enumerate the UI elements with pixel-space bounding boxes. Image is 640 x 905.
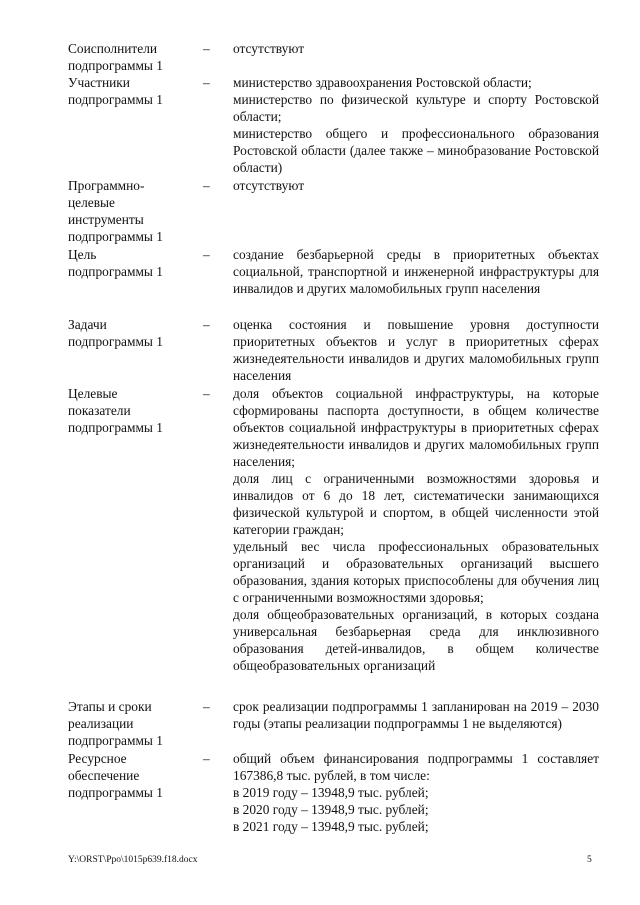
row-content xyxy=(233,177,599,194)
footer-file-path: Y:\ORST\Ppo\1015p639.f18.docx xyxy=(68,855,198,865)
row-paragraph: удельный вес числа профессиональных образовательных организаций и образовательных организаций высшего образования, здания которых приспособлены для обучения лиц с ограниченными возможностями здоровья; xyxy=(233,539,599,605)
row-label: Программно- целевые инструменты подпрограммы 1 xyxy=(68,178,163,244)
row-label: Задачи подпрограммы 1 xyxy=(68,317,163,349)
row-paragraph: в 2020 году – 13948,9 тыс. рублей; xyxy=(233,802,429,817)
row-paragraph: общий объем финансирования подпрограммы 1 составляет 167386,8 тыс. рублей, в том числе: xyxy=(233,751,599,783)
row-dash: – xyxy=(203,247,210,262)
row-label: Ресурсное обеспечение подпрограммы 1 xyxy=(68,751,163,800)
row-dash: – xyxy=(203,41,210,56)
row-label: Соисполнители подпрограммы 1 xyxy=(68,41,163,73)
row-label: Этапы и сроки реализации подпрограммы 1 xyxy=(68,699,163,748)
row-paragraph: в 2019 году – 13948,9 тыс. рублей; xyxy=(233,785,429,800)
row-paragraph: отсутствуют xyxy=(233,41,305,56)
row-paragraph: министерство общего и профессионального образования Ростовской области (далее также – минобразование Ростовской области) xyxy=(233,126,599,175)
row-paragraph: создание безбарьерной среды в приоритетных объектах социальной, транспортной и инженерной инфраструктуры для инвалидов и других маломобильных групп населения xyxy=(233,247,599,296)
row-paragraph: в 2021 году – 13948,9 тыс. рублей; xyxy=(233,819,429,834)
row-label: Целевые показатели подпрограммы 1 xyxy=(68,386,163,435)
row-dash: – xyxy=(203,751,210,766)
row-content xyxy=(233,316,599,384)
row-dash: – xyxy=(203,317,210,332)
row-content xyxy=(233,246,599,297)
row-content xyxy=(233,385,599,674)
row-paragraph: доля объектов социальной инфраструктуры, на которые сформированы паспорта доступности, в общем количестве объектов социальной инфраструктуры в приоритетных сферах жизнедеятельности инвалидов и других маломобильных групп населения; xyxy=(233,386,599,469)
row-content xyxy=(233,40,599,57)
row-content xyxy=(233,74,599,176)
row-dash: – xyxy=(203,178,210,193)
page-number: 5 xyxy=(587,855,592,865)
row-paragraph: министерство по физической культуре и спорту Ростовской области; xyxy=(233,92,599,124)
row-dash: – xyxy=(203,699,210,714)
row-label: Участники подпрограммы 1 xyxy=(68,75,163,107)
row-paragraph: доля общеобразовательных организаций, в которых создана универсальная безбарьерная среда для инклюзивного образования детей-инвалидов, в общем количестве общеобразовательных организаций xyxy=(233,607,599,673)
row-paragraph: оценка состояния и повышение уровня доступности приоритетных объектов и услуг в приоритетных сферах жизнедеятельности инвалидов и других маломобильных групп населения xyxy=(233,317,599,383)
row-dash: – xyxy=(203,75,210,90)
row-label: Цель подпрограммы 1 xyxy=(68,247,163,279)
row-dash: – xyxy=(203,386,210,401)
row-paragraph: отсутствуют xyxy=(233,178,305,193)
row-paragraph: срок реализации подпрограммы 1 запланирован на 2019 – 2030 годы (этапы реализации подпрограммы 1 не выделяются) xyxy=(233,699,599,731)
row-paragraph: министерство здравоохранения Ростовской области; xyxy=(233,75,532,90)
row-content xyxy=(233,750,599,835)
row-paragraph: доля лиц с ограниченными возможностями здоровья и инвалидов от 6 до 18 лет, систематически занимающихся физической культурой и спортом, в общей численности этой категории граждан; xyxy=(233,471,599,537)
row-content xyxy=(233,698,599,732)
